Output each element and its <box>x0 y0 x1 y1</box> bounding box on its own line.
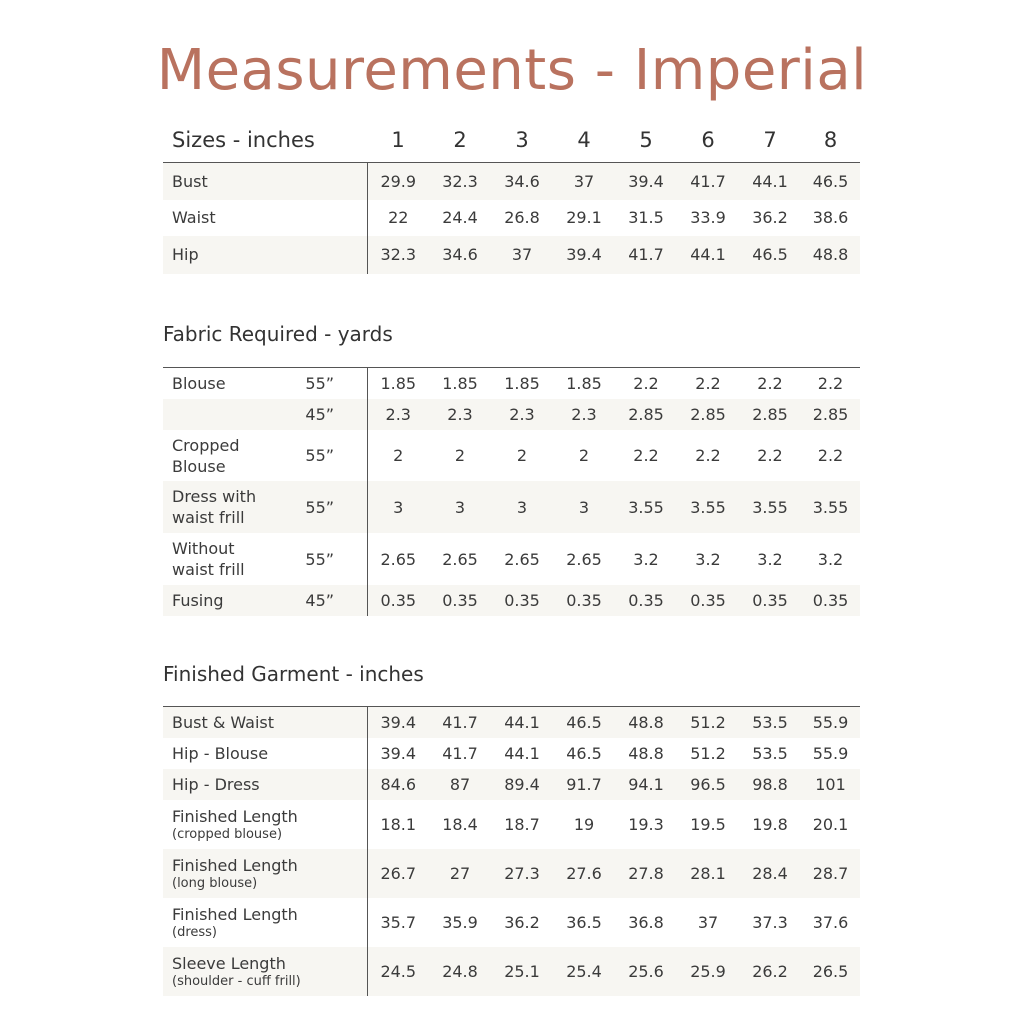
finished-value: 55.9 <box>801 707 860 738</box>
fabric-width: 45” <box>273 399 367 430</box>
fabric-value: 2.2 <box>633 374 659 393</box>
size-header: 1 <box>367 118 429 163</box>
fabric-value: 3.55 <box>739 481 801 533</box>
finished-label: Sleeve Length <box>172 954 286 973</box>
measurement-value: 37 <box>553 163 615 200</box>
page-title: Measurements - Imperial <box>156 38 868 103</box>
fabric-value: 0.35 <box>367 585 429 616</box>
fabric-value: 3.55 <box>677 481 739 533</box>
finished-label-cell <box>163 769 367 800</box>
finished-value: 98.8 <box>739 769 801 800</box>
finished-value: 27.6 <box>553 849 615 898</box>
finished-value: 19 <box>573 815 595 834</box>
fabric-row <box>163 430 860 481</box>
fabric-value: 2.65 <box>380 549 417 569</box>
finished-value: 19.3 <box>628 815 664 834</box>
finished-label-note: (dress) <box>172 925 217 940</box>
finished-value: 101 <box>801 769 860 800</box>
fabric-value: 2.85 <box>677 399 739 430</box>
size-header: 7 <box>739 118 801 163</box>
measurement-value: 44.1 <box>677 236 739 274</box>
fabric-width: 55” <box>273 368 367 399</box>
fabric-value: 0.35 <box>553 585 615 616</box>
finished-value: 26.7 <box>367 849 429 898</box>
finished-value: 25.9 <box>677 947 739 996</box>
fabric-width: 45” <box>273 585 367 616</box>
finished-value: 46.5 <box>566 744 602 763</box>
finished-value: 96.5 <box>677 769 739 800</box>
finished-value: 36.2 <box>504 913 540 932</box>
fabric-value: 2.2 <box>757 374 783 393</box>
fabric-value: 3 <box>429 481 491 533</box>
finished-section-title: Finished Garment - inches <box>163 662 424 686</box>
measurement-value: 38.6 <box>812 208 849 227</box>
finished-value: 44.1 <box>491 707 553 738</box>
fabric-value: 2.3 <box>553 399 615 430</box>
fabric-section-title: Fabric Required - yards <box>163 322 393 346</box>
finished-value: 28.4 <box>739 849 801 898</box>
fabric-value: 3.2 <box>633 549 659 569</box>
measurement-value: 32.3 <box>367 236 429 274</box>
fabric-value: 0.35 <box>739 585 801 616</box>
measurement-row <box>163 163 860 200</box>
finished-value: 53.5 <box>739 707 801 738</box>
fabric-value: 0.35 <box>429 585 491 616</box>
fabric-value: 1.85 <box>442 374 478 393</box>
measurement-value: 41.7 <box>615 236 677 274</box>
finished-label: Hip - Blouse <box>172 744 269 763</box>
fabric-value: 1.85 <box>566 374 602 393</box>
fabric-value: 3 <box>553 481 615 533</box>
measurement-value: 24.4 <box>442 208 478 227</box>
size-header: 4 <box>553 118 615 163</box>
finished-label: Finished Length <box>172 807 298 826</box>
finished-value: 27 <box>429 849 491 898</box>
finished-value: 35.7 <box>380 913 417 932</box>
fabric-value: 3.2 <box>817 549 844 569</box>
finished-label-cell <box>163 707 367 738</box>
fabric-value: 2.2 <box>817 374 844 393</box>
finished-label-cell <box>163 800 367 849</box>
measurement-value: 22 <box>388 208 409 227</box>
fabric-width: 55” <box>273 533 367 585</box>
finished-label: Bust & Waist <box>172 713 275 732</box>
finished-row <box>163 947 860 996</box>
finished-label-cell <box>163 738 367 769</box>
finished-value: 37 <box>697 913 719 932</box>
fabric-value: 2.85 <box>739 399 801 430</box>
measurement-value: 33.9 <box>690 208 726 227</box>
fabric-label: Dress with waist frill <box>163 481 273 533</box>
measurement-value: 46.5 <box>801 163 860 200</box>
measurement-value: 41.7 <box>677 163 739 200</box>
measurement-value: 37 <box>491 236 553 274</box>
finished-row <box>163 738 860 769</box>
finished-value: 36.8 <box>628 913 664 932</box>
size-header: 3 <box>491 118 553 163</box>
finished-value: 19.8 <box>752 815 788 834</box>
fabric-width: 55” <box>273 481 367 533</box>
finished-value: 91.7 <box>553 769 615 800</box>
finished-label: Finished Length <box>172 856 298 875</box>
measurement-label: Bust <box>163 163 367 200</box>
finished-label: Finished Length <box>172 905 298 924</box>
fabric-label: Without waist frill <box>172 539 245 579</box>
fabric-table <box>163 368 860 616</box>
measurement-value: 34.6 <box>429 236 491 274</box>
fabric-value: 3.55 <box>615 481 677 533</box>
fabric-value: 2 <box>393 446 404 465</box>
measurement-label: Hip <box>163 236 367 274</box>
finished-label: Hip - Dress <box>172 775 260 794</box>
fabric-value: 2.65 <box>504 549 540 569</box>
finished-value: 39.4 <box>380 744 417 763</box>
finished-value: 18.4 <box>442 815 478 834</box>
measurement-value: 39.4 <box>615 163 677 200</box>
finished-row <box>163 849 860 898</box>
fabric-value: 2.3 <box>491 399 553 430</box>
measurement-value: 36.2 <box>752 208 788 227</box>
fabric-value: 3.2 <box>757 549 783 569</box>
fabric-value: 2.2 <box>633 446 659 465</box>
fabric-label: Fusing <box>163 585 273 616</box>
size-header: 6 <box>677 118 739 163</box>
fabric-value: 0.35 <box>801 585 860 616</box>
finished-value: 51.2 <box>677 707 739 738</box>
fabric-value: 3 <box>367 481 429 533</box>
finished-label-cell <box>163 849 367 898</box>
measurement-value: 34.6 <box>491 163 553 200</box>
fabric-row <box>163 368 860 399</box>
finished-value: 53.5 <box>752 744 788 763</box>
fabric-value: 2 <box>454 446 466 465</box>
fabric-value: 1.85 <box>504 374 540 393</box>
fabric-label <box>163 399 273 430</box>
fabric-value: 2.2 <box>757 446 783 465</box>
fabric-value: 0.35 <box>615 585 677 616</box>
finished-value: 48.8 <box>628 744 664 763</box>
fabric-value: 2.65 <box>442 549 478 569</box>
finished-value: 27.3 <box>491 849 553 898</box>
finished-value: 18.7 <box>504 815 540 834</box>
finished-value: 36.5 <box>566 913 602 932</box>
finished-value: 26.5 <box>801 947 860 996</box>
finished-value: 27.8 <box>615 849 677 898</box>
finished-value: 25.1 <box>491 947 553 996</box>
finished-value: 48.8 <box>615 707 677 738</box>
finished-value: 19.5 <box>690 815 726 834</box>
finished-value: 37.6 <box>812 913 849 932</box>
fabric-value: 2.3 <box>367 399 429 430</box>
finished-label-cell <box>163 898 367 947</box>
fabric-value: 2.2 <box>695 446 721 465</box>
finished-value: 28.7 <box>801 849 860 898</box>
finished-value: 94.1 <box>615 769 677 800</box>
fabric-value: 0.35 <box>677 585 739 616</box>
fabric-value: 2 <box>578 446 590 465</box>
finished-value: 87 <box>429 769 491 800</box>
sizes-header-row <box>163 118 860 163</box>
finished-row <box>163 800 860 849</box>
fabric-label: Blouse <box>172 374 226 393</box>
finished-value: 35.9 <box>442 913 478 932</box>
finished-value: 44.1 <box>504 744 540 763</box>
finished-value: 37.3 <box>752 913 788 932</box>
finished-value: 25.6 <box>615 947 677 996</box>
finished-value: 51.2 <box>690 744 726 763</box>
finished-label-note: (shoulder - cuff frill) <box>172 974 301 989</box>
fabric-row <box>163 399 860 430</box>
fabric-value: 2.2 <box>817 446 844 465</box>
finished-table <box>163 707 861 996</box>
fabric-row <box>163 481 860 533</box>
finished-value: 89.4 <box>491 769 553 800</box>
finished-value: 46.5 <box>553 707 615 738</box>
fabric-value: 3.2 <box>695 549 721 569</box>
finished-value: 20.1 <box>812 815 849 834</box>
fabric-value: 2 <box>516 446 528 465</box>
finished-value: 39.4 <box>367 707 429 738</box>
fabric-width: 55” <box>273 430 367 481</box>
fabric-value: 2.65 <box>566 549 602 569</box>
sizes-header-label: Sizes - inches <box>163 118 367 163</box>
measurements-table <box>163 118 860 274</box>
finished-row <box>163 769 860 800</box>
measurement-value: 32.3 <box>429 163 491 200</box>
fabric-value: 0.35 <box>491 585 553 616</box>
finished-value: 24.8 <box>429 947 491 996</box>
size-header: 2 <box>429 118 491 163</box>
finished-value: 28.1 <box>677 849 739 898</box>
fabric-value: 2.85 <box>801 399 860 430</box>
finished-label-note: (cropped blouse) <box>172 827 283 842</box>
fabric-value: 3.55 <box>801 481 860 533</box>
finished-value: 18.1 <box>380 815 417 834</box>
finished-value: 41.7 <box>442 744 478 763</box>
fabric-value: 2.2 <box>695 374 721 393</box>
measurement-row <box>163 236 860 274</box>
finished-value: 84.6 <box>367 769 429 800</box>
measurement-value: 48.8 <box>801 236 860 274</box>
finished-value: 55.9 <box>812 744 849 763</box>
measurement-value: 39.4 <box>553 236 615 274</box>
measurement-row <box>163 200 860 236</box>
measurement-value: 31.5 <box>628 208 664 227</box>
measurement-value: 29.1 <box>566 208 602 227</box>
measurement-value: 44.1 <box>739 163 801 200</box>
fabric-row <box>163 585 860 616</box>
measurement-value: 46.5 <box>739 236 801 274</box>
fabric-row <box>163 533 860 585</box>
finished-value: 26.2 <box>739 947 801 996</box>
finished-row <box>163 898 860 947</box>
measurement-value: 29.9 <box>367 163 429 200</box>
measurement-label: Waist <box>163 200 367 236</box>
finished-value: 41.7 <box>429 707 491 738</box>
finished-row <box>163 707 860 738</box>
fabric-value: 1.85 <box>380 374 417 393</box>
finished-value: 24.5 <box>367 947 429 996</box>
finished-label-note: (long blouse) <box>172 876 258 891</box>
size-header: 8 <box>801 118 860 163</box>
measurement-value: 26.8 <box>504 208 540 227</box>
finished-value: 25.4 <box>553 947 615 996</box>
size-header: 5 <box>615 118 677 163</box>
fabric-value: 2.85 <box>615 399 677 430</box>
finished-label-cell <box>163 947 367 996</box>
fabric-value: 3 <box>491 481 553 533</box>
fabric-label: Cropped Blouse <box>172 435 240 476</box>
fabric-value: 2.3 <box>429 399 491 430</box>
